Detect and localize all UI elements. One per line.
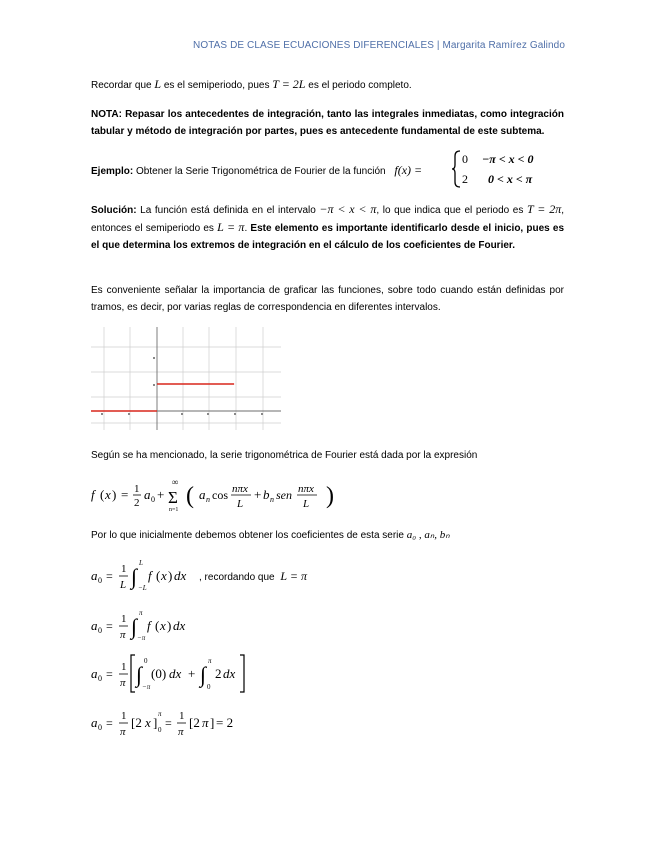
- svg-text:sen: sen: [276, 488, 292, 502]
- a0-equation-4: [91, 704, 251, 747]
- svg-text:(: (: [100, 487, 105, 502]
- svg-text:dx: dx: [169, 666, 182, 681]
- svg-text:dx: dx: [174, 568, 187, 583]
- solution-label: Solución:: [91, 205, 137, 216]
- svg-text:1: 1: [121, 710, 127, 722]
- svg-text:+: +: [157, 487, 165, 502]
- svg-text:x: x: [160, 618, 166, 633]
- case-1-condition: −π < x < 0: [482, 152, 534, 166]
- solution-paragraph: [91, 201, 564, 254]
- svg-text:=: =: [121, 487, 129, 502]
- svg-text:=: =: [106, 667, 113, 681]
- svg-text:): ): [112, 487, 117, 502]
- svg-text:nπx: nπx: [298, 483, 314, 495]
- text: , recordando que: [199, 572, 275, 583]
- svg-text:(: (: [155, 618, 160, 633]
- graph-svg: [91, 327, 281, 430]
- svg-text:2: 2: [215, 666, 222, 681]
- math-semiperiod: L = π: [217, 220, 245, 234]
- graph-axes: [91, 327, 281, 430]
- svg-text:a: a: [91, 666, 98, 681]
- svg-text:a: a: [91, 715, 98, 730]
- svg-text:L: L: [303, 498, 310, 510]
- svg-text:f: f: [91, 487, 95, 502]
- svg-text:π: π: [178, 726, 184, 738]
- svg-text:π: π: [208, 657, 212, 665]
- svg-text:−L: −L: [138, 584, 147, 592]
- svg-text:nπx: nπx: [232, 483, 248, 495]
- svg-text:π: π: [120, 726, 126, 738]
- svg-text:n: n: [206, 495, 210, 504]
- a0-result: = 2: [216, 715, 234, 730]
- svg-text:]: ]: [153, 715, 158, 730]
- svg-text:f: f: [148, 568, 152, 583]
- coefficients-paragraph: [91, 527, 564, 544]
- example-paragraph: [91, 162, 422, 180]
- svg-text:=: =: [106, 569, 113, 583]
- svg-text:+: +: [188, 666, 196, 681]
- svg-text:∫: ∫: [131, 614, 138, 639]
- svg-text:1: 1: [179, 710, 185, 722]
- case-2-condition: 0 < x < π: [488, 172, 533, 186]
- function-graph: [91, 327, 281, 430]
- text: , entonces el semiperiodo es: [91, 205, 564, 234]
- svg-text:[2: [2: [131, 715, 142, 730]
- case-1-value: 0: [462, 152, 468, 166]
- text: es el semiperiodo, pues: [163, 80, 270, 91]
- text: Recordar que: [91, 80, 152, 91]
- svg-text:0: 0: [207, 683, 211, 691]
- math-period: T = 2L: [272, 77, 306, 91]
- math-L-equals-pi: L = π: [280, 569, 307, 583]
- svg-text:x: x: [161, 568, 167, 583]
- svg-text:): ): [168, 568, 173, 583]
- svg-text:): ): [167, 618, 172, 633]
- math-coefficients: a₀ , aₙ, bₙ: [406, 529, 450, 541]
- svg-text:(0): (0): [151, 666, 167, 681]
- paragraph-recordar: [91, 76, 564, 94]
- svg-text:[2: [2: [189, 715, 200, 730]
- note-paragraph: [91, 106, 564, 140]
- svg-text:1: 1: [121, 563, 127, 575]
- svg-text:π: π: [202, 715, 209, 730]
- svg-text:=: =: [106, 716, 113, 730]
- note-text: Repasar los antecedentes de integración, tanto las integrales inmediatas, como integración tabular y método de integración por partes, pues es antecedente fundamental de este subtema.: [91, 109, 564, 137]
- svg-text:π: π: [139, 609, 143, 617]
- svg-text:a: a: [199, 487, 206, 502]
- math-L: L: [154, 77, 162, 91]
- svg-text:a: a: [144, 487, 151, 502]
- a0-equation-2: [91, 606, 231, 649]
- page-header: NOTAS DE CLASE ECUACIONES DIFERENCIALES | Margarita Ramírez Galindo: [193, 40, 565, 51]
- svg-text:cos: cos: [212, 488, 228, 502]
- graph-paragraph: Es conveniente señalar la importancia de graficar las funciones, sobre todo cuando están definidas por tramos, es decir, por varias reglas de correspondencia en diferentes intervalos.: [91, 285, 564, 313]
- math-period-2pi: T = 2π: [526, 202, 562, 216]
- text: es el periodo completo.: [308, 80, 412, 91]
- svg-text:(: (: [156, 568, 161, 583]
- svg-text:+: +: [254, 487, 262, 502]
- svg-text:∫: ∫: [200, 662, 207, 687]
- svg-text:0: 0: [144, 657, 148, 665]
- svg-text:): ): [326, 483, 334, 509]
- text: Por lo que inicialmente debemos obtener los coeficientes de esta serie: [91, 530, 404, 541]
- svg-text:−π: −π: [142, 683, 151, 691]
- svg-text:1: 1: [134, 483, 140, 495]
- svg-text:a: a: [91, 568, 98, 583]
- text: La función está definida en el intervalo: [140, 205, 316, 216]
- solution-bold-text: Este elemento es importante identificarlo desde el inicio, pues es el que determina los extremos de integración en el cálculo de los coeficientes de Fourier.: [91, 223, 565, 251]
- svg-text:0: 0: [151, 495, 155, 504]
- svg-text:0: 0: [98, 626, 102, 635]
- example-label: Ejemplo:: [91, 166, 134, 177]
- svg-text:∞: ∞: [172, 477, 179, 487]
- svg-text:x: x: [105, 487, 111, 502]
- svg-text:0: 0: [98, 576, 102, 585]
- svg-text:b: b: [263, 487, 270, 502]
- svg-text:n=1: n=1: [169, 507, 179, 513]
- svg-text:dx: dx: [223, 666, 236, 681]
- svg-text:]: ]: [210, 715, 215, 730]
- math-interval: −π < x < π: [319, 202, 377, 216]
- svg-text:π: π: [120, 677, 126, 689]
- graph-tick-dots: [101, 357, 263, 415]
- a0-note: [199, 569, 307, 584]
- example-text: Obtener la Serie Trigonométrica de Fourier de la función: [136, 166, 386, 177]
- svg-text:=: =: [165, 716, 172, 730]
- svg-text:2: 2: [134, 497, 140, 509]
- svg-text:∫: ∫: [136, 662, 143, 687]
- svg-text:f: f: [147, 618, 151, 633]
- graph-grid: [91, 327, 281, 430]
- svg-text:0: 0: [158, 726, 162, 734]
- piecewise-cases: [462, 149, 534, 189]
- fourier-series-formula: [91, 473, 351, 522]
- svg-text:Σ: Σ: [168, 488, 178, 507]
- text: , lo que indica que el periodo es: [376, 205, 524, 216]
- svg-text:n: n: [270, 495, 274, 504]
- svg-text:−π: −π: [137, 634, 146, 642]
- svg-text:1: 1: [121, 661, 127, 673]
- graph-segments: [91, 384, 234, 411]
- svg-text:0: 0: [98, 723, 102, 732]
- svg-text:=: =: [106, 619, 113, 633]
- series-paragraph: Según se ha mencionado, la serie trigonométrica de Fourier está dada por la expresión: [91, 450, 478, 461]
- a0-equation-3: [91, 652, 271, 701]
- svg-text:0: 0: [98, 674, 102, 683]
- piecewise-brace: [451, 150, 461, 188]
- svg-text:x: x: [145, 715, 151, 730]
- svg-text:L: L: [139, 559, 143, 567]
- svg-text:L: L: [120, 579, 127, 591]
- text: .: [244, 223, 248, 234]
- svg-text:1: 1: [121, 613, 127, 625]
- svg-text:a: a: [91, 618, 98, 633]
- svg-text:(: (: [186, 483, 194, 509]
- note-label: NOTA:: [91, 109, 122, 120]
- svg-text:π: π: [158, 710, 162, 718]
- svg-text:∫: ∫: [131, 564, 138, 589]
- svg-text:dx: dx: [173, 618, 186, 633]
- math-fx: f(x) =: [394, 163, 423, 177]
- svg-text:π: π: [120, 629, 126, 641]
- case-2-value: 2: [462, 172, 468, 186]
- svg-text:L: L: [237, 498, 244, 510]
